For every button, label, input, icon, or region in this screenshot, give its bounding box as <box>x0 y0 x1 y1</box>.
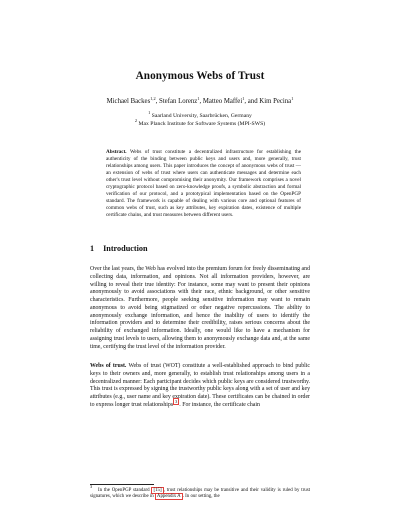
footnote-ref-link[interactable]: 3 <box>175 398 178 404</box>
webs-of-trust-paragraph <box>90 363 310 410</box>
abstract-text: Webs of trust constitute a decentralized infrastructure for establishing the authenticity of the binding between public keys and users and, more generally, trust relationships among users. This paper introduces the concept of anonymous webs of trust — an extension of webs of trust where users can authenticate messages and determine each other's trust level without compromising their anonymity. Our framework comprises a novel cryptographic protocol based on zero-knowledge proofs, a symbolic abstraction and formal verification of our protocol, and a prototypical implementation based on the OpenPGP standard. The framework is capable of dealing with various core and optional features of common webs of trust, such as key attributes, key expiration dates, existence of multiple certificate chains, and trust measures between different users. <box>106 149 302 218</box>
paragraph-label: Webs of trust. <box>90 363 127 369</box>
author-list: Michael Backes$^{1,2}$, Stefan Lorenz$^1$, Matteo Maffei$^1$, and Kim Pecina$^1$ <box>106 96 294 105</box>
paragraph-text: Webs of trust (WOT) constitute a well-established approach to bind public keys to their owners and, more generally, to establish trust relationships among users in a decentralized manner: Each participant decides which public keys are considered trustworthy. This trust is expressed by signing the trustworthy public keys along with a set of user and key attributes (e.g., user name and key expiration date). These certificates can be chained in order to express longer trust relationships <box>90 363 310 408</box>
affiliation-text: Max Planck Institute for Software Systems (MPI-SWS) <box>138 121 266 127</box>
paragraph-text-end: . For instance, the certificate chain <box>179 401 260 408</box>
author-name: Matteo Maffei <box>202 98 243 105</box>
footnote-rule <box>90 484 154 485</box>
affiliation-mark: 1 <box>148 110 151 115</box>
abstract <box>106 149 301 219</box>
affiliation-mark: 1 <box>242 96 245 101</box>
affiliation-mark: 2 <box>134 118 138 123</box>
footnote-mark: 3 <box>90 484 93 489</box>
author-name: Stefan Lorenz <box>159 98 198 105</box>
section-title: Introduction <box>103 244 148 253</box>
appendix-link[interactable]: Appendix A <box>156 494 181 500</box>
section-number: 1 <box>90 244 95 253</box>
intro-paragraph: Over the last years, the Web has evolved into the premium forum for freely disseminating and collecting data, information, and opinions. Not all information providers, however, are willing to reveal their true identity: For instance, some may want to present their opinions anonymously to avoid associations with their race, ethnic background, or other sensitive characteristics. Furthermore, people seeking sensitive information may want to remain anonymous to avoid being stigmatized or other negative repercussions. The ability to anonymously exchange information, and hence the inability of users to identify the information providers and to determine their credibility, raises serious concerns about the reliability of exchanged information. Ideally, one would like to have a mechanism for assigning trust levels to users, allowing them to anonymously exchange data and, at the same time, certifying the trust level of the information provider. <box>90 266 310 350</box>
affiliation-text: Saarland University, Saarbrücken, Germany <box>151 113 252 119</box>
affiliation-line <box>0 110 400 119</box>
abstract-label: Abstract. <box>106 149 127 155</box>
affiliation-mark: 1 <box>291 96 294 101</box>
citation-link[interactable]: [15] <box>153 488 162 493</box>
footnote: $^3$In the OpenPGP standard [15] , trust relationships may be transitive and their validity is ruled by trust signatures, which we describe in Appendix A . In our setting, the <box>90 484 311 500</box>
affiliation-mark: 1,2 <box>150 96 156 101</box>
author-name: Kim Pecina <box>259 98 292 105</box>
section-heading <box>90 244 148 253</box>
affiliation-mark: 1 <box>197 96 200 101</box>
author-name: Michael Backes <box>106 98 151 105</box>
affiliation-line <box>0 118 400 127</box>
paper-title: Anonymous Webs of Trust <box>135 70 265 82</box>
